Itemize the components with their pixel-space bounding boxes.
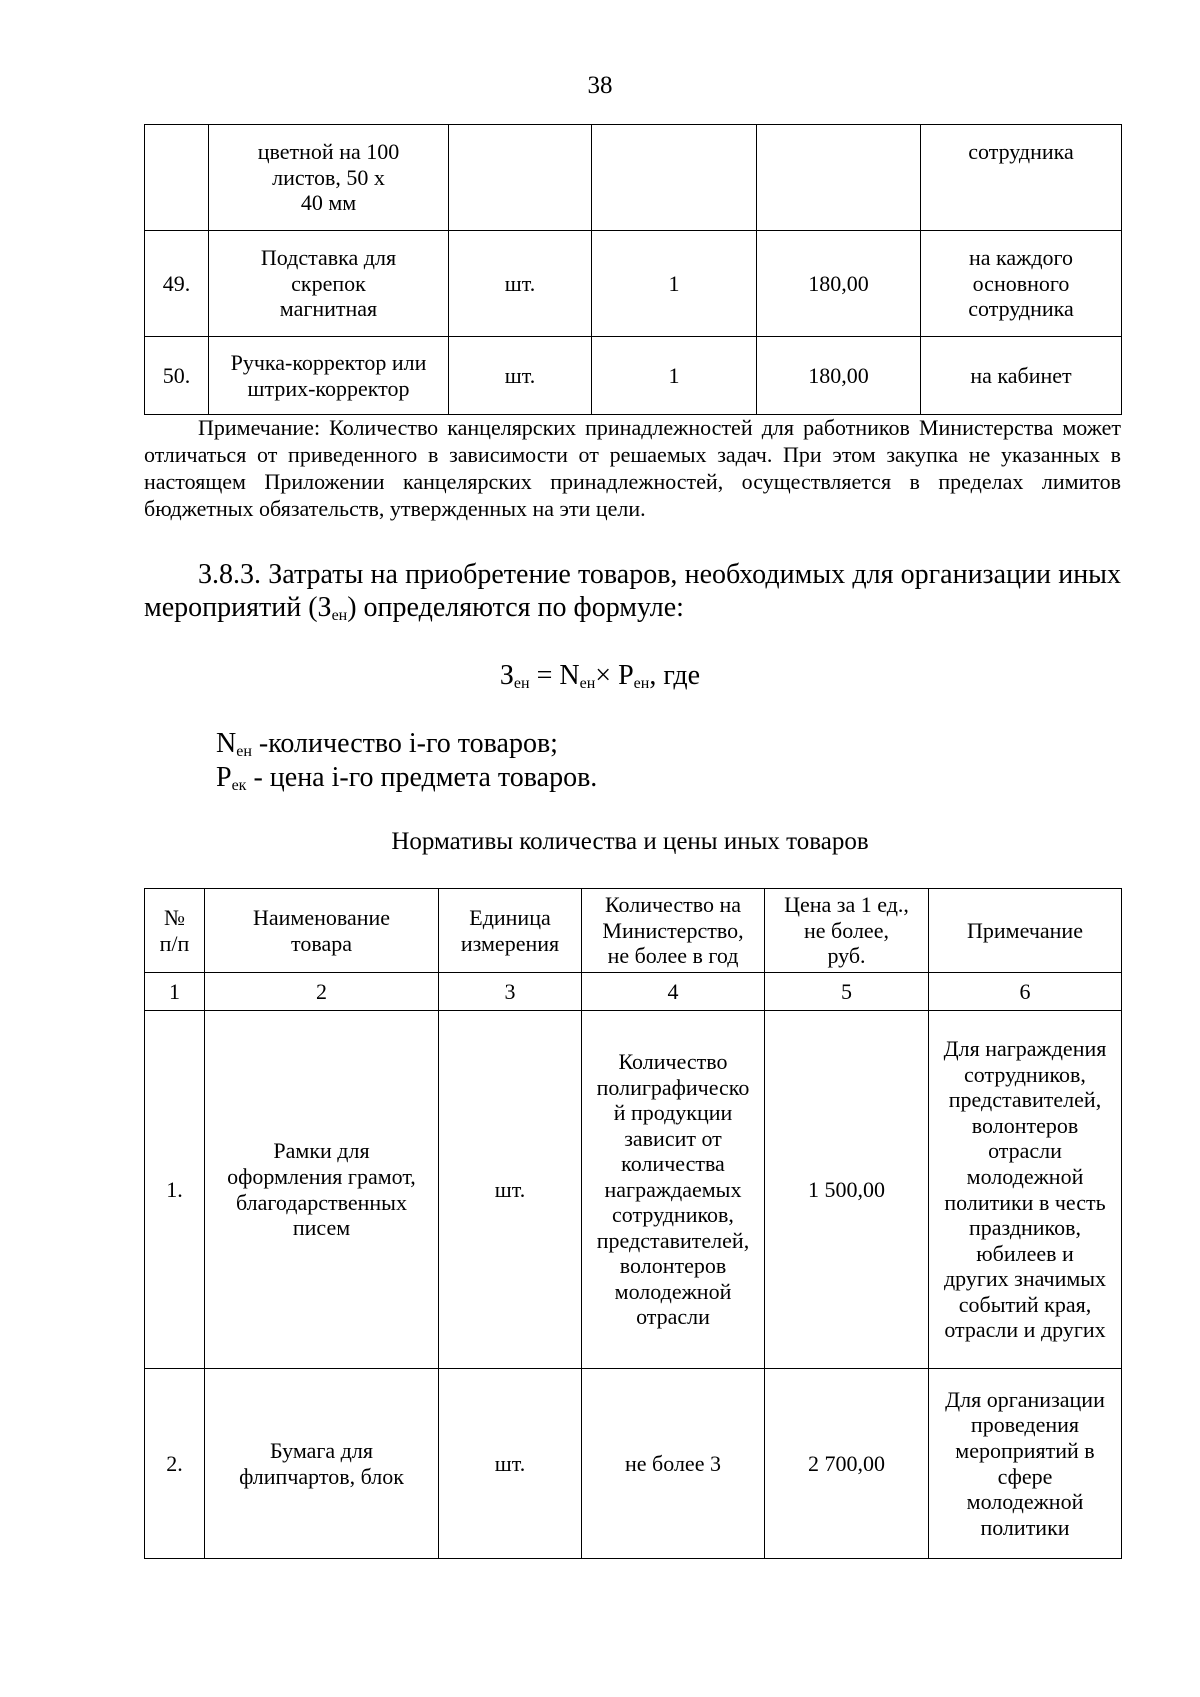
table-row xyxy=(145,1369,1122,1559)
item-note: на кабинет xyxy=(921,337,1122,415)
item-note: Для награждения сотрудников, представителей, волонтеров отрасли молодежной политики в честь праздников, юбилеев и других значимых событий края, отрасли и других xyxy=(929,1011,1122,1369)
header-cell: Единица измерения xyxy=(439,889,582,973)
definition-quantity: $N_{ен}$ -количество i-го товаров; xyxy=(216,728,558,760)
column-number: 5 xyxy=(765,973,929,1011)
page-number: 38 xyxy=(587,72,613,99)
header-cell: Цена за 1 ед., не более, руб. xyxy=(765,889,929,973)
item-price: 180,00 xyxy=(757,337,921,415)
item-name: Ручка-корректор или штрих-корректор xyxy=(209,337,449,415)
table-row xyxy=(145,337,1122,415)
column-number: 2 xyxy=(205,973,439,1011)
item-name: Бумага для флипчартов, блок xyxy=(205,1369,439,1559)
item-unit: шт. xyxy=(439,1369,582,1559)
header-cell: Наименование товара xyxy=(205,889,439,973)
item-price: 2 700,00 xyxy=(765,1369,929,1559)
item-note: сотрудника xyxy=(921,125,1122,231)
row-number: 49. xyxy=(145,231,209,337)
definition-price: $P_{ек}$ - цена i-го предмета товаров. xyxy=(216,762,598,794)
item-price: 1 500,00 xyxy=(765,1011,929,1369)
item-unit xyxy=(449,125,592,231)
other-goods-table xyxy=(144,888,1122,1559)
row-number: 2. xyxy=(145,1369,205,1559)
table-header-row xyxy=(145,889,1122,973)
office-supplies-table xyxy=(144,124,1122,415)
column-number-row xyxy=(145,973,1122,1011)
section-paragraph: 3.8.3. Затраты на приобретение товаров, необходимых для организации иных мероприятий $(З_{ен})$ определяются по формуле: xyxy=(144,559,1121,624)
header-cell: № п/п xyxy=(145,889,205,973)
row-number xyxy=(145,125,209,231)
header-cell: Количество на Министерство, не более в год xyxy=(582,889,765,973)
row-number: 1. xyxy=(145,1011,205,1369)
cost-formula: $З_{ен} = N_{ен}\times P_{ен}$, где xyxy=(499,660,701,692)
item-note: на каждого основного сотрудника xyxy=(921,231,1122,337)
column-number: 3 xyxy=(439,973,582,1011)
item-quantity xyxy=(592,125,757,231)
item-price: 180,00 xyxy=(757,231,921,337)
item-note: Для организации проведения мероприятий в сфере молодежной политики xyxy=(929,1369,1122,1559)
table-row xyxy=(145,231,1122,337)
table-row xyxy=(145,125,1122,231)
column-number: 6 xyxy=(929,973,1122,1011)
table-row xyxy=(145,1011,1122,1369)
item-quantity: Количество полиграфическо й продукции зависит от количества награждаемых сотрудников, представителей, волонтеров молодежной отрасли xyxy=(582,1011,765,1369)
column-number: 4 xyxy=(582,973,765,1011)
item-price xyxy=(757,125,921,231)
row-number: 50. xyxy=(145,337,209,415)
item-name: цветной на 100 листов, 50 х 40 мм xyxy=(209,125,449,231)
item-quantity: 1 xyxy=(592,231,757,337)
item-quantity: не более 3 xyxy=(582,1369,765,1559)
item-unit: шт. xyxy=(449,337,592,415)
item-name: Подставка для скрепок магнитная xyxy=(209,231,449,337)
item-name: Рамки для оформления грамот, благодарственных писем xyxy=(205,1011,439,1369)
column-number: 1 xyxy=(145,973,205,1011)
item-unit: шт. xyxy=(449,231,592,337)
header-cell: Примечание xyxy=(929,889,1122,973)
table-note: Примечание: Количество канцелярских принадлежностей для работников Министерства может отличаться от приведенного в зависимости от решаемых задач. При этом закупка не указанных в настоящем Приложении канцелярских принадлежностей, осуществляется в пределах лимитов бюджетных обязательств, утвержденных на эти цели. xyxy=(144,415,1121,521)
item-unit: шт. xyxy=(439,1011,582,1369)
table-title: Нормативы количества и цены иных товаров xyxy=(391,828,869,855)
item-quantity: 1 xyxy=(592,337,757,415)
